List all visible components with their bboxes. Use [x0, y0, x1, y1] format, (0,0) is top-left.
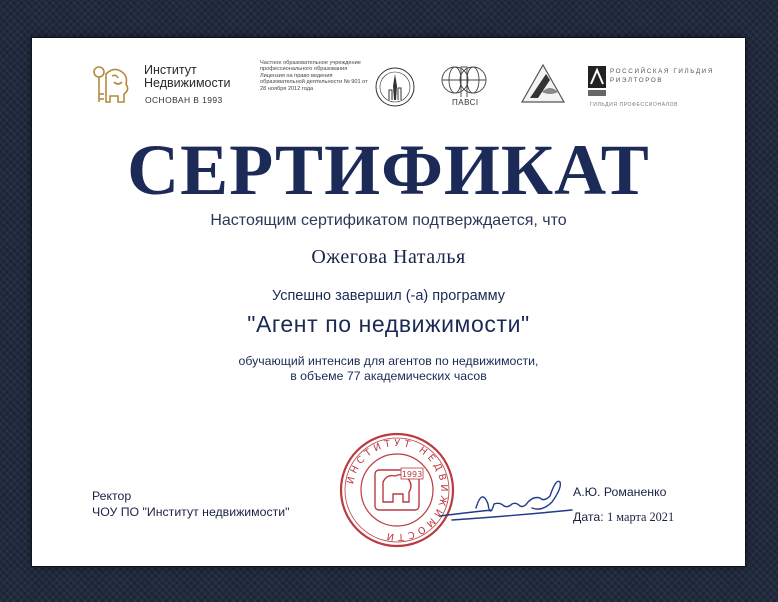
stamp-ring-text: ИНСТИТУТ НЕДВИЖИМОСТИ — [345, 437, 450, 543]
globe-logo-label: ПАВСI — [452, 98, 479, 107]
institute-name-line1: Институт — [144, 63, 197, 77]
signatory-name: А.Ю. Романенко — [573, 485, 667, 499]
license-text: Частное образовательное учреждение профессионального образования Лицензия на право ведения образовательной деятельности № 901 от 28 ноября 2012 года — [260, 60, 368, 92]
certificate-paper — [32, 38, 745, 566]
certificate-title: СЕРТИФИКАТ — [127, 130, 650, 210]
institute-name — [144, 64, 254, 90]
rector-title: Ректор — [92, 489, 132, 503]
rector-organization: ЧОУ ПО "Институт недвижимости" — [92, 504, 290, 519]
completed-text: Успешно завершил (-а) программу — [271, 288, 506, 304]
arrow-logo-icon — [520, 62, 566, 108]
partner-seal-icon — [374, 66, 416, 108]
issue-date — [573, 510, 674, 525]
description-line-1: обучающий интенсив для агентов по недвижимости, — [238, 354, 539, 368]
description-line-2: в объеме 77 академических часов — [290, 369, 487, 383]
confirm-text: Настоящим сертификатом подтверждается, что — [210, 212, 567, 229]
signature-mark — [432, 468, 582, 528]
institute-name-line2: Недвижимости — [144, 76, 231, 90]
date-label: Дата: — [573, 510, 604, 524]
program-name: "Агент по недвижимости" — [247, 311, 530, 337]
lion-key-icon — [92, 64, 132, 106]
institute-founded: ОСНОВАН В 1993 — [145, 95, 223, 105]
globe-logo-icon — [437, 63, 491, 99]
stamp-year: 1993 — [401, 470, 423, 479]
rgr-name: РОССИЙСКАЯ ГИЛЬДИЯ РИЭЛТОРОВ — [610, 68, 715, 84]
rector-block — [92, 489, 290, 520]
institute-logo — [92, 60, 252, 110]
recipient-name: Ожегова Наталья — [311, 246, 466, 268]
date-value: 1 марта 2021 — [607, 510, 675, 524]
program-description — [32, 354, 745, 384]
rgr-subtitle: ГИЛЬДИЯ ПРОФЕССИОНАЛОВ — [590, 102, 679, 108]
rgr-logo-icon — [588, 64, 606, 98]
